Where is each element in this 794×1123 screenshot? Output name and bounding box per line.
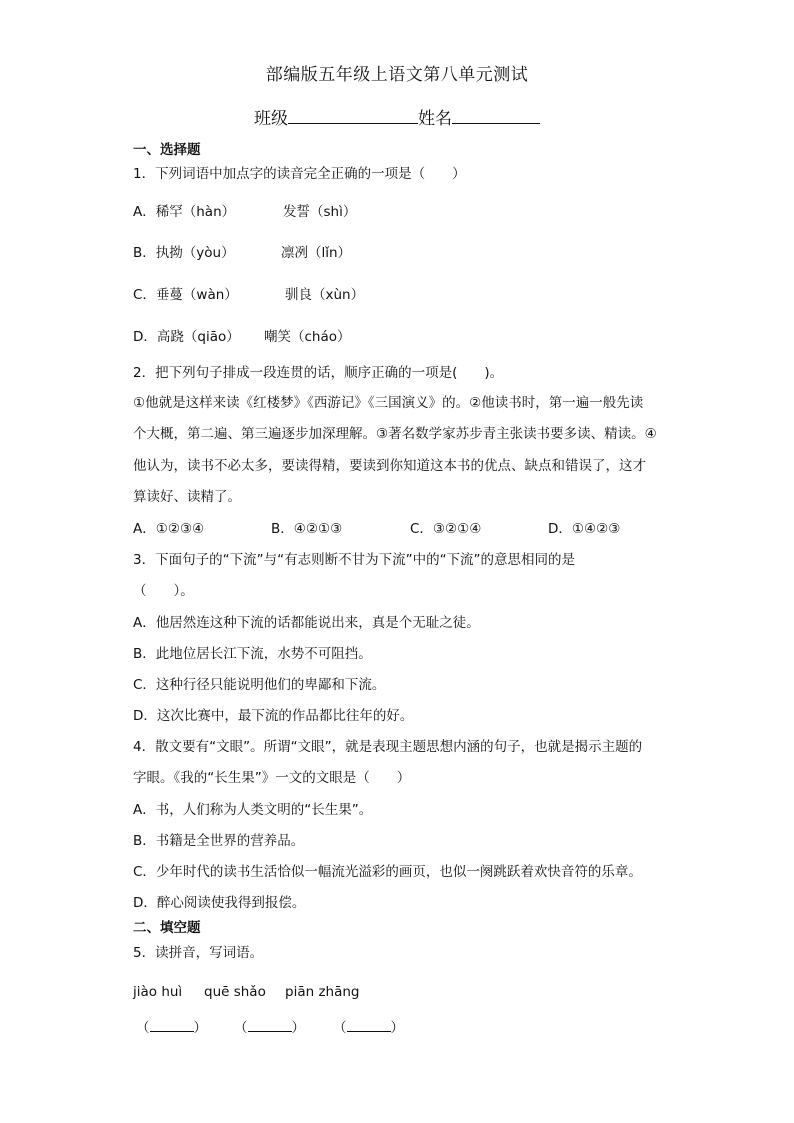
q1-option-a-word1[interactable]: A．稀罕（hàn）	[133, 204, 236, 220]
paren-open: （	[136, 1020, 150, 1036]
q1-stem: 1．下列词语中加点字的读音完全正确的一项是（ ）	[133, 166, 466, 182]
q5-pinyin-1: jiào huì	[133, 984, 183, 1000]
name-label: 姓名	[418, 109, 452, 129]
q2-passage-line-3: 他认为，读书不必太多，要读得精，要读到你知道这本书的优点、缺点和错误了，这才	[133, 458, 646, 474]
q3-stem-line-1: 3．下面句子的“下流”与“有志则断不甘为下流”中的“下流”的意思相同的是	[133, 552, 576, 568]
q2-stem: 2．把下列句子排成一段连贯的话，顺序正确的一项是( )。	[133, 365, 504, 381]
q4-stem-line-1: 4．散文要有“文眼”。所谓“文眼”，就是表现主题思想内涵的句子，也就是揭示主题的	[133, 739, 643, 755]
q3-option-b[interactable]: B．此地位居长江下流，水势不可阻挡。	[133, 646, 372, 662]
q1-option-d-word1[interactable]: D．高跷（qiāo）	[133, 329, 240, 345]
q5-answer-2-blank[interactable]	[248, 1017, 292, 1032]
q1-option-c-word1[interactable]: C．垂蔓（wàn）	[133, 287, 238, 303]
section-title-choice: 一、选择题	[133, 142, 201, 158]
q4-stem-line-2: 字眼。《我的“长生果”》一文的文眼是（ ）	[133, 770, 411, 786]
q4-option-a[interactable]: A．书，人们称为人类文明的“长生果”。	[133, 802, 373, 818]
q5-answer-3-blank[interactable]	[347, 1017, 391, 1032]
q2-option-c[interactable]: C．③②①④	[410, 521, 482, 537]
q5-pinyin-2: quē shǎo	[204, 984, 266, 1000]
q5-answer-2[interactable]	[234, 1017, 305, 1038]
q2-option-b[interactable]: B．④②①③	[271, 521, 343, 537]
q5-answer-3[interactable]	[333, 1017, 404, 1038]
q1-option-b-word1[interactable]: B．执拗（yòu）	[133, 245, 235, 261]
q1-option-b-word2: 凛冽（lǐn）	[281, 245, 352, 261]
q4-option-d[interactable]: D．醉心阅读使我得到报偿。	[133, 895, 306, 911]
name-blank[interactable]	[452, 105, 540, 124]
q2-passage-line-1: ①他就是这样来读《红楼梦》《西游记》《三国演义》的。②他读书时，第一遍一般先读	[133, 395, 644, 411]
q3-option-c[interactable]: C．这种行径只能说明他们的卑鄙和下流。	[133, 677, 386, 693]
paren-close: ）	[390, 1020, 404, 1036]
q3-option-d[interactable]: D．这次比赛中，最下流的作品都比往年的好。	[133, 708, 414, 724]
q4-option-c[interactable]: C．少年时代的读书生活恰似一幅流光溢彩的画页，也似一阕跳跃着欢快音符的乐章。	[133, 864, 642, 880]
q2-passage-line-2: 个大概，第二遍、第三遍逐步加深理解。③著名数学家苏步青主张读书要多读、精读。④	[133, 426, 657, 442]
class-blank[interactable]	[288, 105, 418, 124]
q1-option-d-word2: 嘲笑（cháo）	[264, 329, 351, 345]
q4-option-b[interactable]: B．书籍是全世界的营养品。	[133, 833, 305, 849]
q5-answer-1-blank[interactable]	[150, 1017, 194, 1032]
q1-option-c-word2: 驯良（xùn）	[285, 287, 365, 303]
paren-close: ）	[193, 1020, 207, 1036]
page-title: 部编版五年级上语文第八单元测试	[265, 65, 529, 85]
q5-answer-1[interactable]	[136, 1017, 207, 1038]
q2-passage-line-4: 算读好、读精了。	[133, 489, 241, 505]
q1-option-a-word2: 发誓（shì）	[283, 204, 357, 220]
paren-close: ）	[291, 1020, 305, 1036]
q3-option-a[interactable]: A．他居然连这种下流的话都能说出来，真是个无耻之徒。	[133, 615, 480, 631]
class-label: 班级	[254, 109, 288, 129]
q2-option-d[interactable]: D．①④②③	[548, 521, 621, 537]
q3-stem-line-2: （ ）。	[133, 583, 194, 599]
q5-stem: 5．读拼音，写词语。	[133, 945, 264, 961]
paren-open: （	[333, 1020, 347, 1036]
class-name-line	[0, 104, 794, 129]
paren-open: （	[234, 1020, 248, 1036]
q5-pinyin-3: piān zhāng	[285, 984, 360, 1000]
section-title-fill: 二、填空题	[133, 920, 201, 936]
q2-option-a[interactable]: A．①②③④	[133, 521, 205, 537]
